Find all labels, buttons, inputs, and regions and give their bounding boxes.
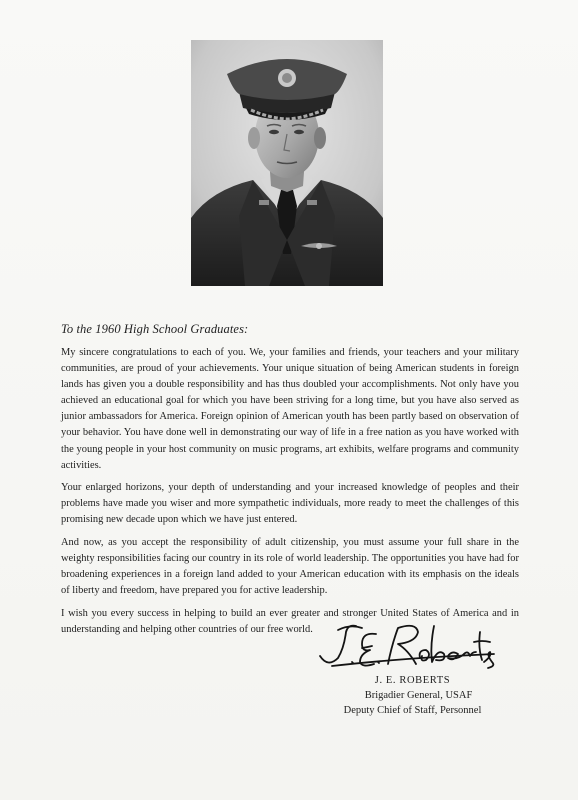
letter-body <box>61 345 519 645</box>
paragraph-1: My sincere congratulations to each of you. We, your families and friends, your teachers and your military communities, are proud of your achievements. Your unique situation of being American students in foreign lands has given you a double responsibility and has thus doubled your accomplishments. Not only have you achieved an educational goal for which you have been striving for a long time, but you have also served as junior ambassadors for America. Foreign opinion of American youth has been partly based on observation of your behavior. You have done well in demonstrating our way of life in a free nation as you have worked with the young people in your host community on music programs, art exhibits, welfare programs and community activities. <box>61 347 519 471</box>
signer-name: J. E. ROBERTS <box>374 675 451 686</box>
signer-rank: Brigadier General, USAF <box>364 690 473 702</box>
portrait-photo <box>191 40 383 286</box>
salutation: To the 1960 High School Graduates: <box>61 322 249 336</box>
handwritten-signature <box>312 618 502 674</box>
paragraph-4: I wish you every success in helping to build an ever greater and stronger United States of America and in understanding and helping other countries of our free world. <box>61 607 519 635</box>
signature-block <box>300 673 525 719</box>
paragraph-3: And now, as you accept the responsibility of adult citizenship, you must assume your full share in the weighty responsibilities facing our country in its role of world leadership. The opportunities you have had for broadening experiences in a foreign land added to your American education with its emphasis on the ideals of liberty and freedom, have prepared you for active leadership. <box>61 537 519 597</box>
paragraph-2: Your enlarged horizons, your depth of understanding and your increased knowledge of peoples and their problems have made you wiser and more sympathetic individuals, more ready to meet the challenges of this promising new decade upon which we have just entered. <box>61 482 519 526</box>
signer-position: Deputy Chief of Staff, Personnel <box>343 705 482 717</box>
